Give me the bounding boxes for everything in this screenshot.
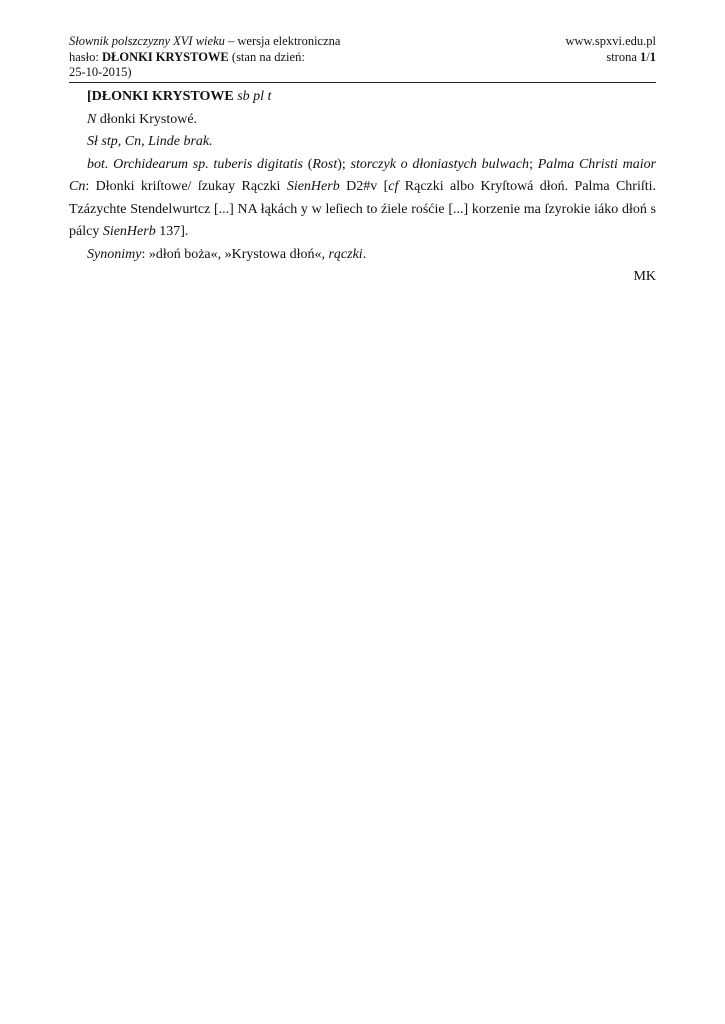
title-dash: – bbox=[224, 34, 238, 48]
page-total: 1 bbox=[649, 49, 656, 64]
headword-bracket: [ bbox=[87, 89, 92, 104]
definition-colon: : bbox=[85, 179, 90, 194]
synonym-1: »dłoń boża«, bbox=[148, 246, 222, 262]
entry-label: hasło: bbox=[69, 49, 102, 64]
synonyms-end: . bbox=[362, 246, 367, 262]
header-row-2 bbox=[69, 50, 656, 66]
rost-source: Rost bbox=[312, 156, 338, 172]
palma-christi: Palma Christi maior Cn bbox=[69, 156, 657, 194]
status-date: 25-10-2015) bbox=[69, 65, 132, 79]
definition-paragraph bbox=[69, 154, 656, 244]
header-row-3 bbox=[69, 65, 656, 81]
page-label: strona bbox=[606, 49, 641, 64]
quote-2: Rączki albo Kryſtowá dłoń. Palma Chriſti. Tzázychte Stendelwurtcz [...] NA łąkách y w leſiech to źiele rośćie [...] korzenie ma ſzyrokie iáko dłoń s pálcy bbox=[69, 179, 657, 239]
dictionary-version: wersja elektroniczna bbox=[237, 34, 341, 48]
page-number bbox=[606, 50, 656, 66]
page-current: 1 bbox=[640, 49, 647, 64]
nominative-form: dłonki Krystowé. bbox=[99, 111, 198, 127]
entry-status-line bbox=[69, 50, 305, 66]
bot-label: bot. bbox=[87, 156, 109, 172]
status-prefix: (stan na dzień: bbox=[228, 49, 305, 64]
dictionary-entry bbox=[69, 86, 656, 289]
dictionary-title: Słownik polszczyzny XVI wieku bbox=[69, 34, 225, 48]
sources-line bbox=[69, 131, 656, 154]
header-divider bbox=[69, 82, 656, 83]
quote-1: Dłonki kriſtowe/ ſzukay Rączki bbox=[95, 179, 281, 194]
rost-close: ); bbox=[337, 156, 346, 172]
page-header bbox=[69, 34, 656, 81]
synonyms-colon: : bbox=[141, 246, 146, 262]
website-link[interactable]: www.spxvi.edu.pl bbox=[565, 34, 656, 48]
author-initials: MK bbox=[633, 269, 656, 284]
source-sienherb-2: SienHerb bbox=[102, 224, 156, 239]
entry-word: DŁONKI KRYSTOWE bbox=[101, 49, 229, 64]
page-sep: / bbox=[646, 49, 650, 64]
rost-open: ( bbox=[307, 156, 313, 172]
synonyms-label: Synonimy bbox=[87, 246, 142, 262]
definition-semicolon: ; bbox=[529, 156, 533, 172]
sources-text: Sł stp, Cn, Linde brak. bbox=[87, 134, 213, 149]
headword-line bbox=[69, 86, 656, 109]
latin-name: Orchidearum sp. tuberis digitatis bbox=[113, 156, 303, 172]
synonyms-line bbox=[69, 244, 656, 267]
dictionary-title-line bbox=[69, 34, 340, 50]
locator-1: D2#v [ bbox=[346, 179, 389, 194]
locator-2: 137]. bbox=[159, 224, 189, 239]
nominative-line bbox=[69, 109, 656, 132]
source-sienherb-1: SienHerb bbox=[286, 179, 340, 194]
header-row-1 bbox=[69, 34, 656, 50]
grammar-info: sb pl t bbox=[237, 89, 272, 104]
nominative-label: N bbox=[87, 111, 97, 127]
headword: DŁONKI KRYSTOWE bbox=[91, 89, 234, 104]
synonym-2: »Krystowa dłoń«, bbox=[224, 246, 325, 262]
cf-label: cf bbox=[388, 179, 399, 194]
polish-definition: storczyk o dłoniastych bulwach bbox=[350, 156, 530, 172]
synonym-3: rączki bbox=[328, 246, 363, 262]
